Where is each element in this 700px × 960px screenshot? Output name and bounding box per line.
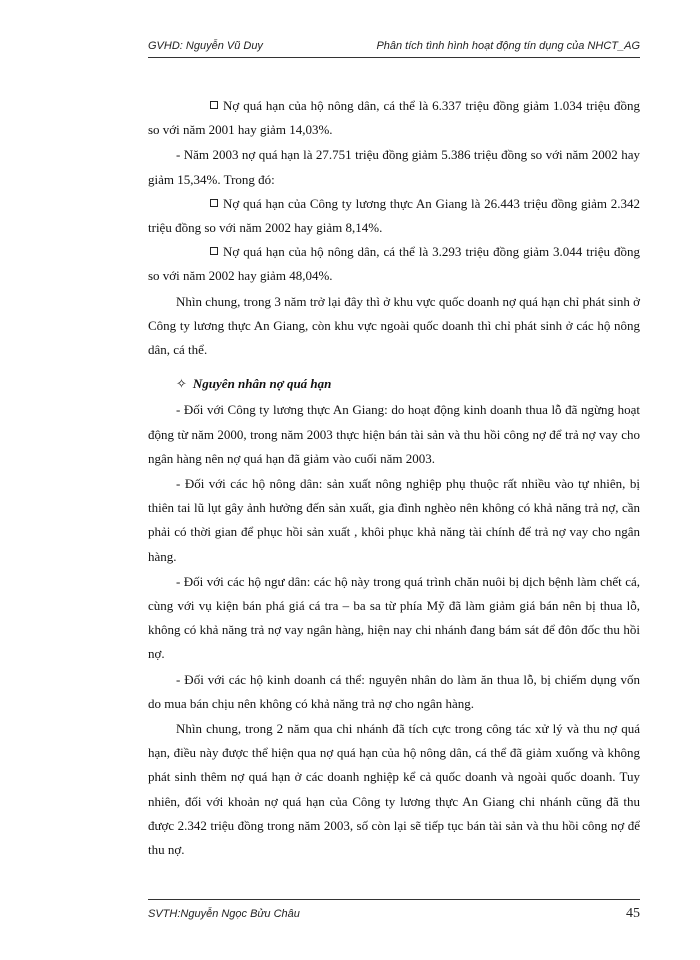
- header-divider: [148, 57, 640, 58]
- square-bullet-icon: [210, 247, 218, 255]
- diamond-bullet-icon: ✧: [176, 376, 187, 392]
- body-paragraph: Nợ quá hạn của hộ nông dân, cá thể là 6.337 triệu đồng giảm 1.034 triệu đồng so với năm 2001 hay giảm 14,03%.: [148, 98, 640, 138]
- body-paragraph: Nhìn chung, trong 2 năm qua chi nhánh đã tích cực trong công tác xử lý và thu nợ quá hạn, điều này được thể hiện qua nợ quá hạn của hộ nông dân, cá thể đã giảm xuống và không phát sinh thêm nợ quá hạn ở các doanh nghiệp kể cả quốc doanh và ngoài quốc doanh. Tuy nhiên, đối với khoản nợ quá hạn của Công ty lương thực An Giang chi nhánh cũng đã thu được 2.342 triệu đồng trong năm 2003, số còn lại sẽ tiếp tục bán tài sản và thu hồi công nợ để thu nợ.: [148, 721, 640, 858]
- body-paragraph: Nợ quá hạn của Công ty lương thực An Giang là 26.443 triệu đồng giảm 2.342 triệu đồng so với năm 2002 hay giảm 8,14%.: [148, 195, 640, 236]
- footer-divider: [148, 899, 640, 900]
- footer-student: SVTH:Nguyễn Ngọc Bửu Châu: [148, 908, 300, 920]
- section-heading: ✧ Nguyên nhân nợ quá hạn: [176, 376, 332, 392]
- body-paragraph: - Đối với Công ty lương thực An Giang: do hoạt động kinh doanh thua lỗ đã ngừng hoạt động từ năm 2000, trong năm 2003 thực hiện bán tài sản và thu hồi công nợ để trả nợ vay cho ngân hàng nên nợ quá hạn đã giảm vào cuối năm 2003.: [148, 402, 640, 466]
- header-advisor: GVHD: Nguyễn Vũ Duy: [148, 40, 263, 52]
- body-paragraph: - Năm 2003 nợ quá hạn là 27.751 triệu đồng giảm 5.386 triệu đồng so với năm 2002 hay giảm 15,34%. Trong đó:: [148, 147, 640, 187]
- body-paragraph: - Đối với các hộ kinh doanh cá thể: nguyên nhân do làm ăn thua lỗ, bị chiếm dụng vốn do mua bán chịu nên không có khả năng trả nợ cho ngân hàng.: [148, 671, 640, 711]
- page-number: 45: [626, 906, 640, 921]
- body-paragraph: Nhìn chung, trong 3 năm trở lại đây thì ở khu vực quốc doanh nợ quá hạn chỉ phát sinh ở Công ty lương thực An Giang, còn khu vực ngoài quốc doanh thì chỉ phát sinh ở các hộ nông dân, cá thể.: [148, 293, 640, 358]
- header-title: Phân tích tình hình hoạt động tín dụng của NHCT_AG: [376, 40, 640, 52]
- document-body: [148, 94, 640, 862]
- body-paragraph: - Đối với các hộ ngư dân: các hộ này trong quá trình chăn nuôi bị dịch bệnh làm chết cá, cùng với vụ kiện bán phá giá cá tra – ba sa từ phía Mỹ đã làm giảm giá bán nên bị thua lỗ, không có khả năng trả nợ vay ngân hàng, hiện nay chi nhánh đang bám sát để đôn đốc thu hồi nợ.: [148, 573, 640, 662]
- body-paragraph: - Đối với các hộ nông dân: sản xuất nông nghiệp phụ thuộc rất nhiều vào tự nhiên, bị thiên tai lũ lụt gây ảnh hưởng đến sản xuất, gia đình nghèo nên không có khả năng trả nợ, cần phải có thời gian để phục hồi sản xuất , khôi phục khả năng tài chính để trả nợ vay cho ngân hàng.: [148, 476, 640, 564]
- square-bullet-icon: [210, 199, 218, 207]
- square-bullet-icon: [210, 101, 218, 109]
- body-paragraph: Nợ quá hạn của hộ nông dân, cá thể là 3.293 triệu đồng giảm 3.044 triệu đồng so với năm 2002 hay giảm 48,04%.: [148, 244, 640, 284]
